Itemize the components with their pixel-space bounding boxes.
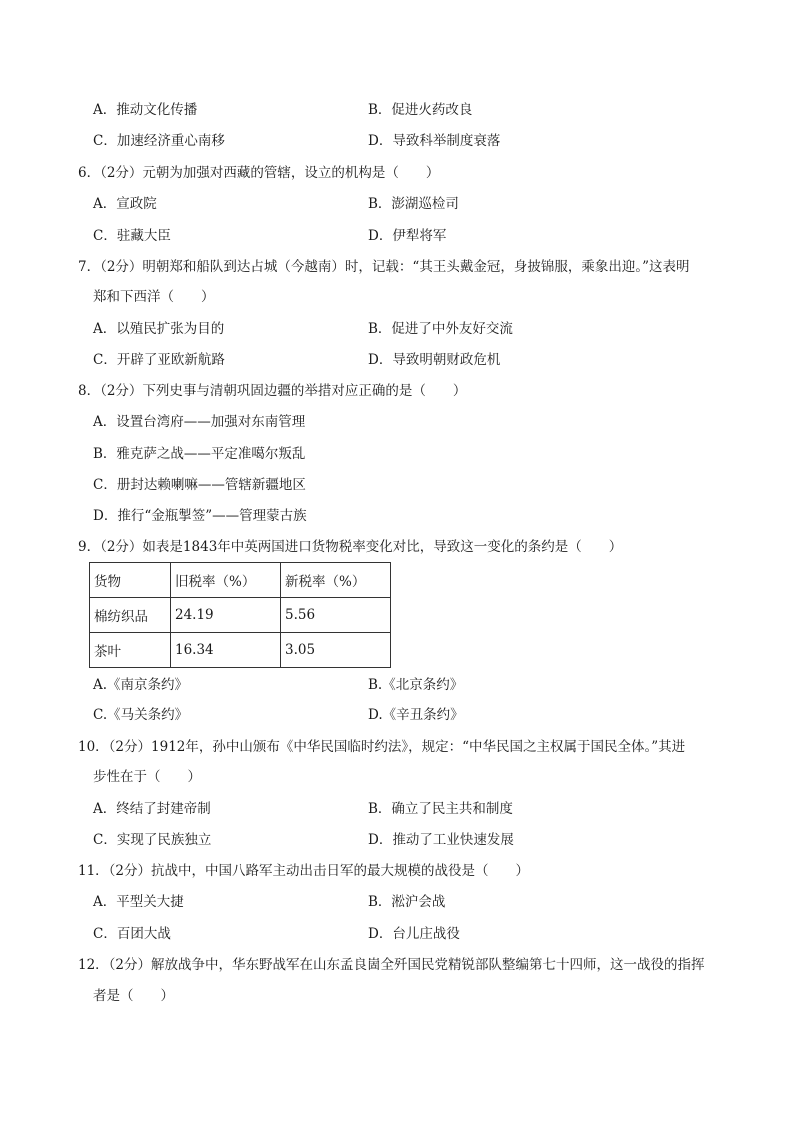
q7-option-a: A．以殖民扩张为目的	[93, 321, 225, 337]
q8-option-a: A．设置台湾府——加强对东南管理	[93, 414, 306, 430]
q7-option-d: D．导致明朝财政危机	[368, 352, 501, 368]
question-10-continuation: 步性在于（ ）	[93, 769, 201, 785]
q5-option-c: C．加速经济重心南移	[93, 133, 225, 149]
table-cell: 5.56	[281, 598, 391, 633]
table-cell: 棉纺织品	[90, 598, 171, 633]
question-6: 6．（2分）元朝为加强对西藏的管辖，设立的机构是（ ）	[78, 165, 440, 181]
question-11: 11．（2分）抗战中，中国八路军主动出击日军的最大规模的战役是（ ）	[78, 863, 530, 879]
question-7-continuation: 郑和下西洋（ ）	[93, 289, 215, 305]
question-7: 7．（2分）明朝郑和船队到达占城（今越南）时，记载：“其王头戴金冠，身披锦服，乘象出迎。”这表明	[78, 259, 690, 275]
q11-option-c: C．百团大战	[93, 926, 171, 942]
q6-option-c: C．驻藏大臣	[93, 228, 171, 244]
q5-option-d: D．导致科举制度衰落	[368, 133, 501, 149]
q10-option-c: C．实现了民族独立	[93, 832, 212, 848]
q9-option-d: D.《辛丑条约》	[368, 707, 464, 723]
question-12: 12．（2分）解放战争中，华东野战军在山东孟良崮全歼国民党精锐部队整编第七十四师，这一战役的指挥	[78, 957, 705, 973]
q8-option-b: B．雅克萨之战——平定准噶尔叛乱	[93, 446, 306, 462]
q7-option-b: B．促进了中外友好交流	[368, 321, 513, 337]
q9-option-c: C.《马关条约》	[93, 707, 189, 723]
question-10: 10．（2分）1912年，孙中山颁布《中华民国临时约法》，规定：“中华民国之主权属于国民全体。”其进	[78, 739, 686, 755]
q6-option-a: A．宣政院	[93, 196, 157, 212]
table-header-cell: 货物	[90, 563, 171, 598]
q10-option-a: A．终结了封建帝制	[93, 801, 211, 817]
question-9: 9．（2分）如表是1843年中英两国进口货物税率变化对比，导致这一变化的条约是（ ）	[78, 539, 623, 555]
question-8: 8．（2分）下列史事与清朝巩固边疆的举措对应正确的是（ ）	[78, 383, 467, 399]
q5-option-a: A．推动文化传播	[93, 102, 198, 118]
question-12-continuation: 者是（ ）	[93, 988, 174, 1004]
table-row	[90, 633, 391, 668]
table-header-row	[90, 563, 391, 598]
q10-option-d: D．推动了工业快速发展	[368, 832, 514, 848]
q11-option-b: B．淞沪会战	[368, 894, 446, 910]
q8-option-d: D．推行“金瓶掣签”——管理蒙古族	[93, 508, 307, 524]
q10-option-b: B．确立了民主共和制度	[368, 801, 513, 817]
q8-option-c: C．册封达赖喇嘛——管辖新疆地区	[93, 477, 306, 493]
q9-option-a: A.《南京条约》	[93, 677, 189, 693]
q6-option-d: D．伊犁将军	[368, 228, 447, 244]
table-cell: 茶叶	[90, 633, 171, 668]
q11-option-d: D．台儿庄战役	[368, 926, 460, 942]
table-header-cell: 旧税率（%）	[171, 563, 281, 598]
q11-option-a: A．平型关大捷	[93, 894, 184, 910]
table-header-cell: 新税率（%）	[281, 563, 391, 598]
q9-option-b: B.《北京条约》	[368, 677, 464, 693]
table-row	[90, 598, 391, 633]
q5-option-b: B．促进火药改良	[368, 102, 473, 118]
q6-option-b: B．澎湖巡检司	[368, 196, 459, 212]
q7-option-c: C．开辟了亚欧新航路	[93, 352, 225, 368]
table-cell: 16.34	[171, 633, 281, 668]
tax-rate-table	[89, 562, 391, 668]
table-cell: 3.05	[281, 633, 391, 668]
table-cell: 24.19	[171, 598, 281, 633]
